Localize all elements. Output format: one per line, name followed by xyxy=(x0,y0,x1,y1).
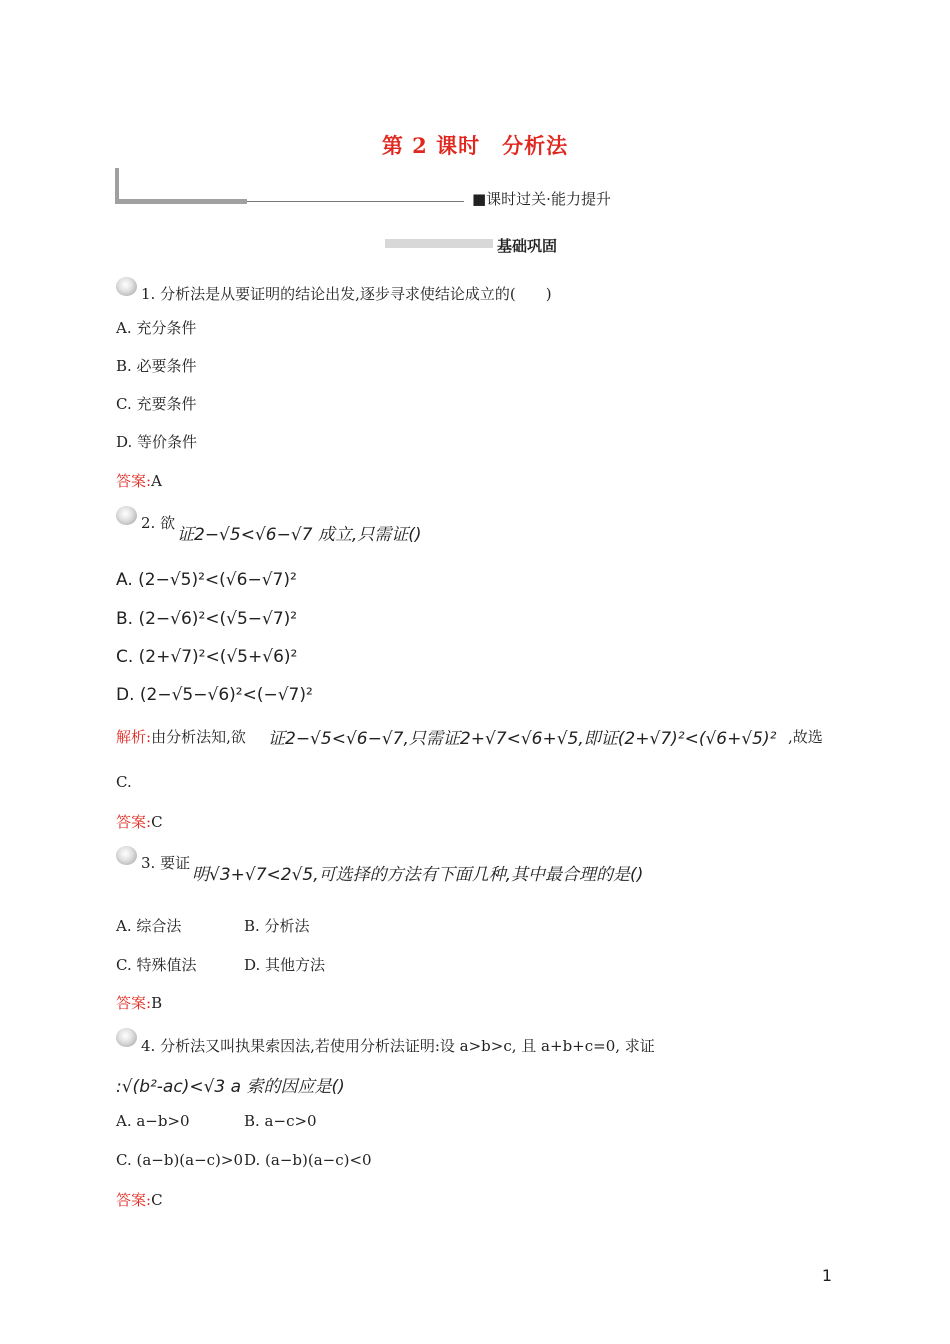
q3-option-c: C. 特殊值法 xyxy=(116,956,197,974)
section-underline-thin xyxy=(247,201,464,202)
q2-option-a: A. (2−√5)²<(√6−√7)² xyxy=(116,570,297,590)
q3-stem-math: 明√3+√7<2√5,可选择的方法有下面几种,其中最合理的是() xyxy=(192,865,644,885)
q4-stem: 4. 分析法又叫执果索因法,若使用分析法证明:设 a>b>c, 且 a+b+c=0, 求证 xyxy=(141,1037,655,1055)
q1-stem: 1. 分析法是从要证明的结论出发,逐步寻求使结论成立的( ) xyxy=(141,285,552,303)
q2-option-d: D. (2−√5−√6)²<(−√7)² xyxy=(116,685,313,705)
q3-option-d: D. 其他方法 xyxy=(244,956,326,974)
question-marker-icon xyxy=(116,277,137,296)
q1-option-d: D. 等价条件 xyxy=(116,433,198,451)
q1-option-a: A. 充分条件 xyxy=(116,319,197,337)
q4-option-a: A. a−b>0 xyxy=(116,1112,190,1130)
section-heading: ■课时过关·能力提升 xyxy=(472,190,611,208)
q4-option-d: D. (a−b)(a−c)<0 xyxy=(244,1151,372,1169)
q1-answer xyxy=(116,470,162,491)
q3-prefix: 3. 要证 xyxy=(141,854,191,872)
q2-prefix: 2. 欲 xyxy=(141,514,176,532)
q2-analysis-prefix xyxy=(116,726,246,747)
q2-analysis-math: 证2−√5<√6−√7,只需证2+√7<√6+√5,即证(2+√7)²<(√6+√5)² xyxy=(268,729,777,749)
q2-answer xyxy=(116,811,163,832)
analysis-pre: 由分析法知,欲 xyxy=(151,728,246,746)
q4-option-b: B. a−c>0 xyxy=(244,1112,317,1130)
q2-stem-math: 证2−√5<√6−√7 成立,只需证() xyxy=(177,525,422,545)
q3-option-b: B. 分析法 xyxy=(244,917,310,935)
q3-answer xyxy=(116,992,162,1013)
question-marker-icon xyxy=(116,506,137,525)
analysis-label: 解析: xyxy=(116,728,152,746)
answer-label: 答案: xyxy=(116,472,152,490)
page-title: 第 2 课时 分析法 xyxy=(381,133,569,158)
subhead-bar xyxy=(385,239,493,248)
q2-analysis-tail: C. xyxy=(116,773,132,791)
answer-label: 答案: xyxy=(116,994,152,1012)
subhead-basic: 基础巩固 xyxy=(497,237,558,255)
q2-option-c: C. (2+√7)²<(√5+√6)² xyxy=(116,647,298,667)
q3-option-a: A. 综合法 xyxy=(116,917,182,935)
answer-value: C xyxy=(151,1191,163,1209)
answer-label: 答案: xyxy=(116,1191,152,1209)
q2-analysis-post: ,故选 xyxy=(788,728,823,746)
q2-option-b: B. (2−√6)²<(√5−√7)² xyxy=(116,609,298,629)
page-number: 1 xyxy=(821,1266,832,1285)
q4-option-c: C. (a−b)(a−c)>0 xyxy=(116,1151,244,1169)
question-marker-icon xyxy=(116,846,137,865)
section-underline-thick xyxy=(115,199,247,204)
answer-label: 答案: xyxy=(116,813,152,831)
q1-option-c: C. 充要条件 xyxy=(116,395,197,413)
q4-stem-math: :√(b²-ac)<√3 a 索的因应是() xyxy=(116,1077,345,1097)
answer-value: B xyxy=(151,994,163,1012)
answer-value: C xyxy=(151,813,163,831)
q1-option-b: B. 必要条件 xyxy=(116,357,197,375)
answer-value: A xyxy=(151,472,162,490)
question-marker-icon xyxy=(116,1028,137,1047)
q4-answer xyxy=(116,1189,163,1210)
